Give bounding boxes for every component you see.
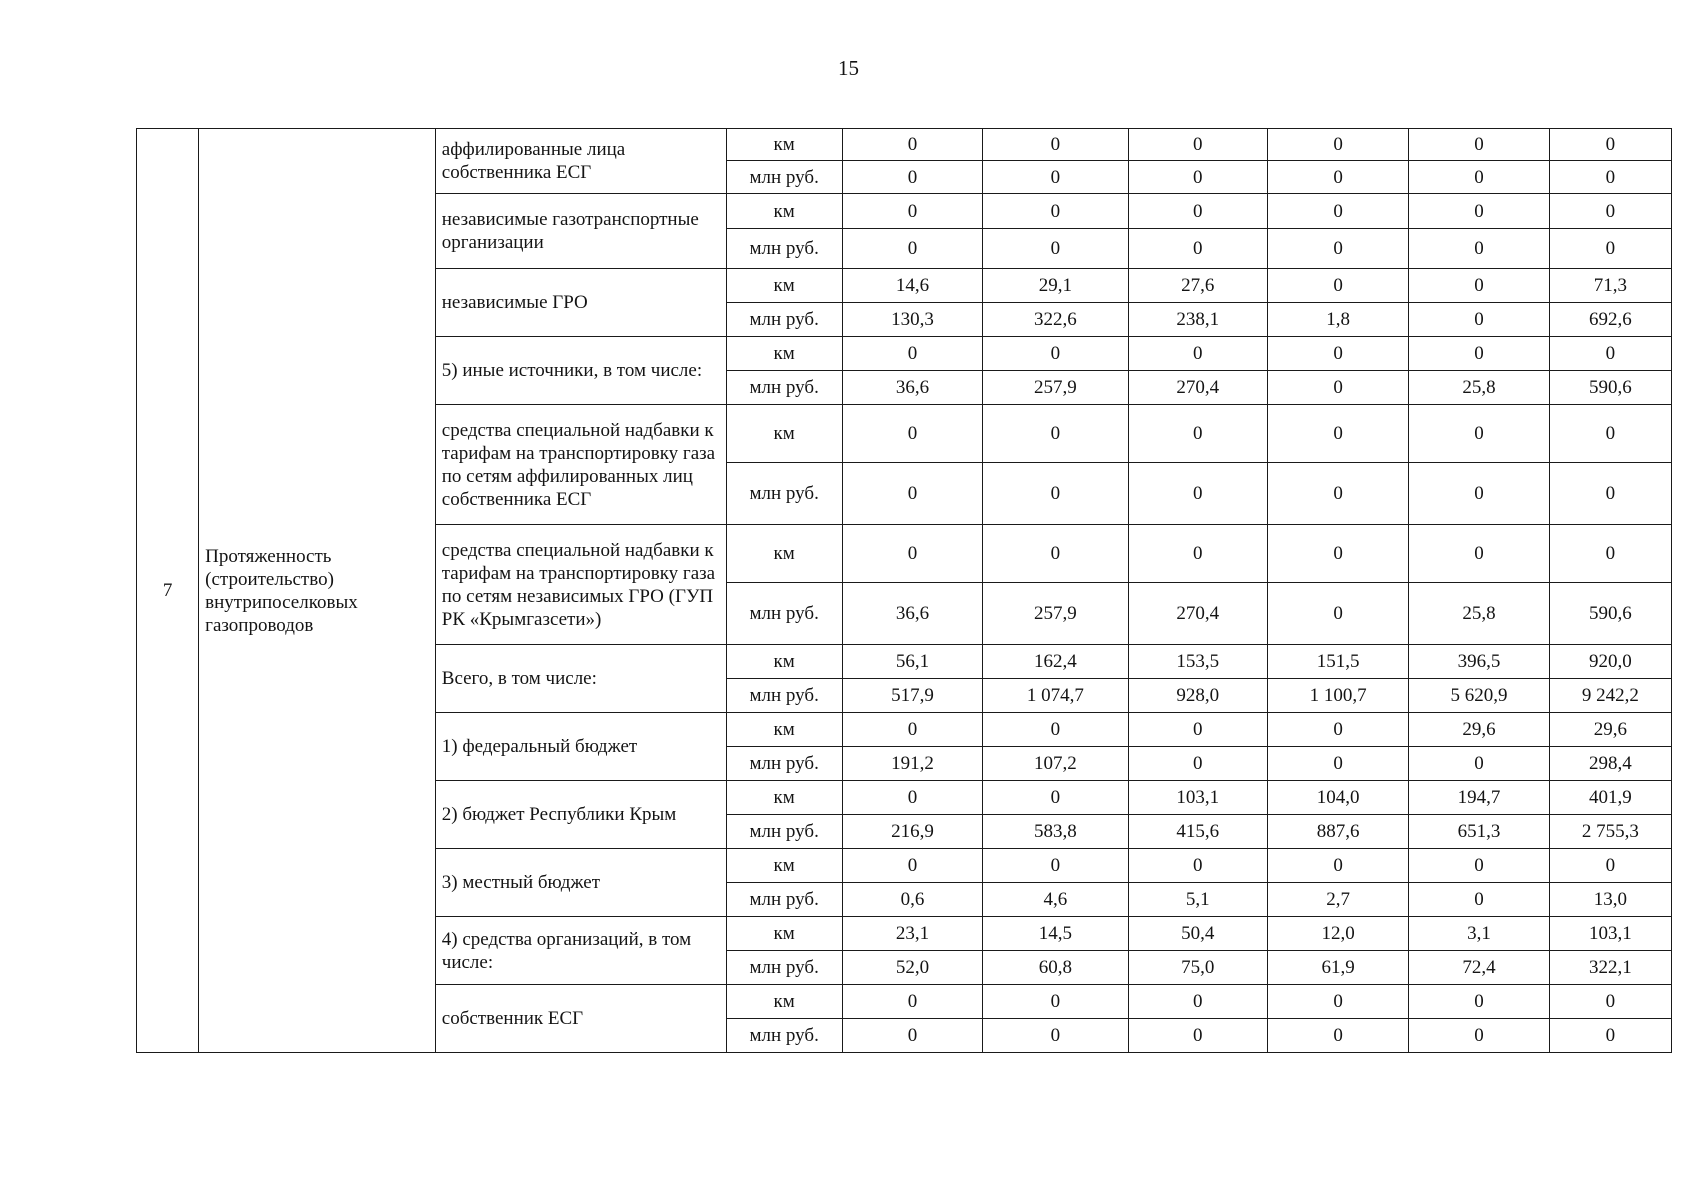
value-cell: 257,9 — [983, 583, 1128, 645]
value-cell: 0 — [983, 229, 1128, 269]
value-cell: 56,1 — [842, 645, 982, 679]
value-cell: 0 — [1549, 463, 1671, 525]
value-cell: 25,8 — [1409, 583, 1549, 645]
value-cell: 0 — [983, 161, 1128, 194]
value-cell: 0 — [1128, 161, 1267, 194]
unit-km: км — [726, 917, 842, 951]
unit-mln-rub: млн руб. — [726, 815, 842, 849]
value-cell: 0 — [983, 781, 1128, 815]
value-cell: 0 — [983, 129, 1128, 161]
value-cell: 0 — [1267, 713, 1408, 747]
value-cell: 0 — [1267, 194, 1408, 229]
value-cell: 920,0 — [1549, 645, 1671, 679]
value-cell: 0 — [983, 713, 1128, 747]
value-cell: 0 — [983, 405, 1128, 463]
value-cell: 23,1 — [842, 917, 982, 951]
value-cell: 0 — [1267, 269, 1408, 303]
value-cell: 107,2 — [983, 747, 1128, 781]
value-cell: 0 — [842, 161, 982, 194]
value-cell: 2,7 — [1267, 883, 1408, 917]
value-cell: 0 — [1409, 1019, 1549, 1053]
value-cell: 0 — [842, 849, 982, 883]
value-cell: 0 — [1549, 849, 1671, 883]
value-cell: 238,1 — [1128, 303, 1267, 337]
value-cell: 9 242,2 — [1549, 679, 1671, 713]
value-cell: 130,3 — [842, 303, 982, 337]
unit-mln-rub: млн руб. — [726, 679, 842, 713]
value-cell: 36,6 — [842, 371, 982, 405]
value-cell: 151,5 — [1267, 645, 1408, 679]
value-cell: 3,1 — [1409, 917, 1549, 951]
unit-km: км — [726, 985, 842, 1019]
funding-source-label: 2) бюджет Республики Крым — [435, 781, 726, 849]
value-cell: 25,8 — [1409, 371, 1549, 405]
value-cell: 0 — [1128, 129, 1267, 161]
value-cell: 2 755,3 — [1549, 815, 1671, 849]
page-number: 15 — [838, 56, 859, 80]
unit-km: км — [726, 645, 842, 679]
funding-source-label: независимые газотранспортные организации — [435, 194, 726, 269]
unit-km: км — [726, 405, 842, 463]
value-cell: 0 — [1267, 463, 1408, 525]
value-cell: 194,7 — [1409, 781, 1549, 815]
value-cell: 0 — [842, 1019, 982, 1053]
value-cell: 0 — [983, 1019, 1128, 1053]
unit-km: км — [726, 194, 842, 229]
value-cell: 0 — [1267, 405, 1408, 463]
value-cell: 0,6 — [842, 883, 982, 917]
value-cell: 50,4 — [1128, 917, 1267, 951]
value-cell: 0 — [983, 985, 1128, 1019]
value-cell: 270,4 — [1128, 371, 1267, 405]
unit-mln-rub: млн руб. — [726, 303, 842, 337]
value-cell: 61,9 — [1267, 951, 1408, 985]
value-cell: 257,9 — [983, 371, 1128, 405]
value-cell: 0 — [1409, 463, 1549, 525]
funding-source-label: средства специальной надбавки к тарифам на транспортировку газа по сетям независимых ГРО (ГУП РК «Крымгазсети») — [435, 525, 726, 645]
value-cell: 651,3 — [1409, 815, 1549, 849]
value-cell: 216,9 — [842, 815, 982, 849]
value-cell: 0 — [1549, 525, 1671, 583]
value-cell: 153,5 — [1128, 645, 1267, 679]
value-cell: 0 — [1128, 337, 1267, 371]
value-cell: 5,1 — [1128, 883, 1267, 917]
value-cell: 1 074,7 — [983, 679, 1128, 713]
value-cell: 0 — [842, 229, 982, 269]
value-cell: 590,6 — [1549, 583, 1671, 645]
funding-source-label: средства специальной надбавки к тарифам на транспортировку газа по сетям аффилированных лиц собственника ЕСГ — [435, 405, 726, 525]
value-cell: 0 — [1549, 405, 1671, 463]
value-cell: 0 — [842, 713, 982, 747]
unit-km: км — [726, 781, 842, 815]
value-cell: 0 — [1267, 1019, 1408, 1053]
value-cell: 0 — [1128, 229, 1267, 269]
value-cell: 692,6 — [1549, 303, 1671, 337]
funding-source-label: 5) иные источники, в том числе: — [435, 337, 726, 405]
unit-km: км — [726, 525, 842, 583]
value-cell: 0 — [1549, 129, 1671, 161]
value-cell: 0 — [1267, 129, 1408, 161]
value-cell: 0 — [1409, 883, 1549, 917]
value-cell: 0 — [842, 194, 982, 229]
funding-source-label: Всего, в том числе: — [435, 645, 726, 713]
value-cell: 0 — [1267, 747, 1408, 781]
value-cell: 0 — [1409, 129, 1549, 161]
value-cell: 401,9 — [1549, 781, 1671, 815]
value-cell: 415,6 — [1128, 815, 1267, 849]
value-cell: 0 — [983, 525, 1128, 583]
value-cell: 0 — [983, 849, 1128, 883]
value-cell: 27,6 — [1128, 269, 1267, 303]
value-cell: 60,8 — [983, 951, 1128, 985]
value-cell: 0 — [1409, 849, 1549, 883]
value-cell: 14,6 — [842, 269, 982, 303]
unit-mln-rub: млн руб. — [726, 161, 842, 194]
value-cell: 0 — [983, 463, 1128, 525]
value-cell: 590,6 — [1549, 371, 1671, 405]
value-cell: 0 — [1409, 985, 1549, 1019]
value-cell: 0 — [1267, 583, 1408, 645]
value-cell: 0 — [1549, 985, 1671, 1019]
unit-km: км — [726, 269, 842, 303]
unit-km: км — [726, 129, 842, 161]
funding-source-label: 4) средства организаций, в том числе: — [435, 917, 726, 985]
value-cell: 0 — [1267, 161, 1408, 194]
unit-mln-rub: млн руб. — [726, 371, 842, 405]
unit-mln-rub: млн руб. — [726, 883, 842, 917]
value-cell: 517,9 — [842, 679, 982, 713]
funding-source-label: независимые ГРО — [435, 269, 726, 337]
value-cell: 0 — [842, 129, 982, 161]
value-cell: 0 — [1267, 229, 1408, 269]
value-cell: 0 — [842, 525, 982, 583]
value-cell: 1 100,7 — [1267, 679, 1408, 713]
value-cell: 0 — [1409, 229, 1549, 269]
value-cell: 0 — [1128, 747, 1267, 781]
value-cell: 0 — [1549, 161, 1671, 194]
value-cell: 0 — [1267, 525, 1408, 583]
value-cell: 0 — [1128, 194, 1267, 229]
value-cell: 0 — [1267, 985, 1408, 1019]
value-cell: 36,6 — [842, 583, 982, 645]
row-number: 7 — [137, 129, 199, 1053]
value-cell: 928,0 — [1128, 679, 1267, 713]
value-cell: 103,1 — [1549, 917, 1671, 951]
funding-source-label: собственник ЕСГ — [435, 985, 726, 1053]
value-cell: 0 — [1128, 405, 1267, 463]
value-cell: 0 — [1128, 849, 1267, 883]
unit-km: км — [726, 337, 842, 371]
value-cell: 103,1 — [1128, 781, 1267, 815]
value-cell: 0 — [842, 463, 982, 525]
value-cell: 270,4 — [1128, 583, 1267, 645]
value-cell: 0 — [1409, 194, 1549, 229]
unit-mln-rub: млн руб. — [726, 747, 842, 781]
funding-source-label: 1) федеральный бюджет — [435, 713, 726, 781]
unit-mln-rub: млн руб. — [726, 583, 842, 645]
value-cell: 0 — [1128, 525, 1267, 583]
value-cell: 13,0 — [1549, 883, 1671, 917]
unit-mln-rub: млн руб. — [726, 1019, 842, 1053]
value-cell: 887,6 — [1267, 815, 1408, 849]
value-cell: 0 — [842, 337, 982, 371]
value-cell: 396,5 — [1409, 645, 1549, 679]
value-cell: 29,1 — [983, 269, 1128, 303]
indicator-name: Протяженность (строительство) внутрипоселковых газопроводов — [199, 129, 436, 1053]
value-cell: 5 620,9 — [1409, 679, 1549, 713]
value-cell: 0 — [1409, 405, 1549, 463]
value-cell: 12,0 — [1267, 917, 1408, 951]
value-cell: 29,6 — [1549, 713, 1671, 747]
value-cell: 0 — [1128, 985, 1267, 1019]
value-cell: 0 — [842, 781, 982, 815]
investment-table — [136, 128, 1672, 1053]
value-cell: 162,4 — [983, 645, 1128, 679]
funding-source-label: 3) местный бюджет — [435, 849, 726, 917]
value-cell: 191,2 — [842, 747, 982, 781]
value-cell: 0 — [1128, 713, 1267, 747]
table-row — [137, 129, 1672, 161]
value-cell: 0 — [983, 337, 1128, 371]
unit-km: км — [726, 849, 842, 883]
value-cell: 14,5 — [983, 917, 1128, 951]
value-cell: 0 — [1409, 337, 1549, 371]
value-cell: 298,4 — [1549, 747, 1671, 781]
value-cell: 0 — [1409, 161, 1549, 194]
value-cell: 0 — [1409, 269, 1549, 303]
value-cell: 0 — [842, 405, 982, 463]
unit-mln-rub: млн руб. — [726, 951, 842, 985]
value-cell: 0 — [1549, 229, 1671, 269]
value-cell: 322,6 — [983, 303, 1128, 337]
value-cell: 52,0 — [842, 951, 982, 985]
value-cell: 0 — [1409, 303, 1549, 337]
unit-mln-rub: млн руб. — [726, 463, 842, 525]
value-cell: 72,4 — [1409, 951, 1549, 985]
value-cell: 0 — [1128, 1019, 1267, 1053]
unit-km: км — [726, 713, 842, 747]
value-cell: 322,1 — [1549, 951, 1671, 985]
value-cell: 71,3 — [1549, 269, 1671, 303]
value-cell: 29,6 — [1409, 713, 1549, 747]
value-cell: 0 — [1549, 337, 1671, 371]
value-cell: 0 — [1409, 525, 1549, 583]
value-cell: 0 — [842, 985, 982, 1019]
value-cell: 0 — [1409, 747, 1549, 781]
value-cell: 75,0 — [1128, 951, 1267, 985]
value-cell: 4,6 — [983, 883, 1128, 917]
value-cell: 0 — [1267, 337, 1408, 371]
value-cell: 0 — [1267, 371, 1408, 405]
value-cell: 0 — [983, 194, 1128, 229]
value-cell: 583,8 — [983, 815, 1128, 849]
value-cell: 0 — [1267, 849, 1408, 883]
unit-mln-rub: млн руб. — [726, 229, 842, 269]
funding-source-label: аффилированные лица собственника ЕСГ — [435, 129, 726, 194]
value-cell: 0 — [1549, 194, 1671, 229]
value-cell: 104,0 — [1267, 781, 1408, 815]
value-cell: 0 — [1549, 1019, 1671, 1053]
value-cell: 0 — [1128, 463, 1267, 525]
value-cell: 1,8 — [1267, 303, 1408, 337]
